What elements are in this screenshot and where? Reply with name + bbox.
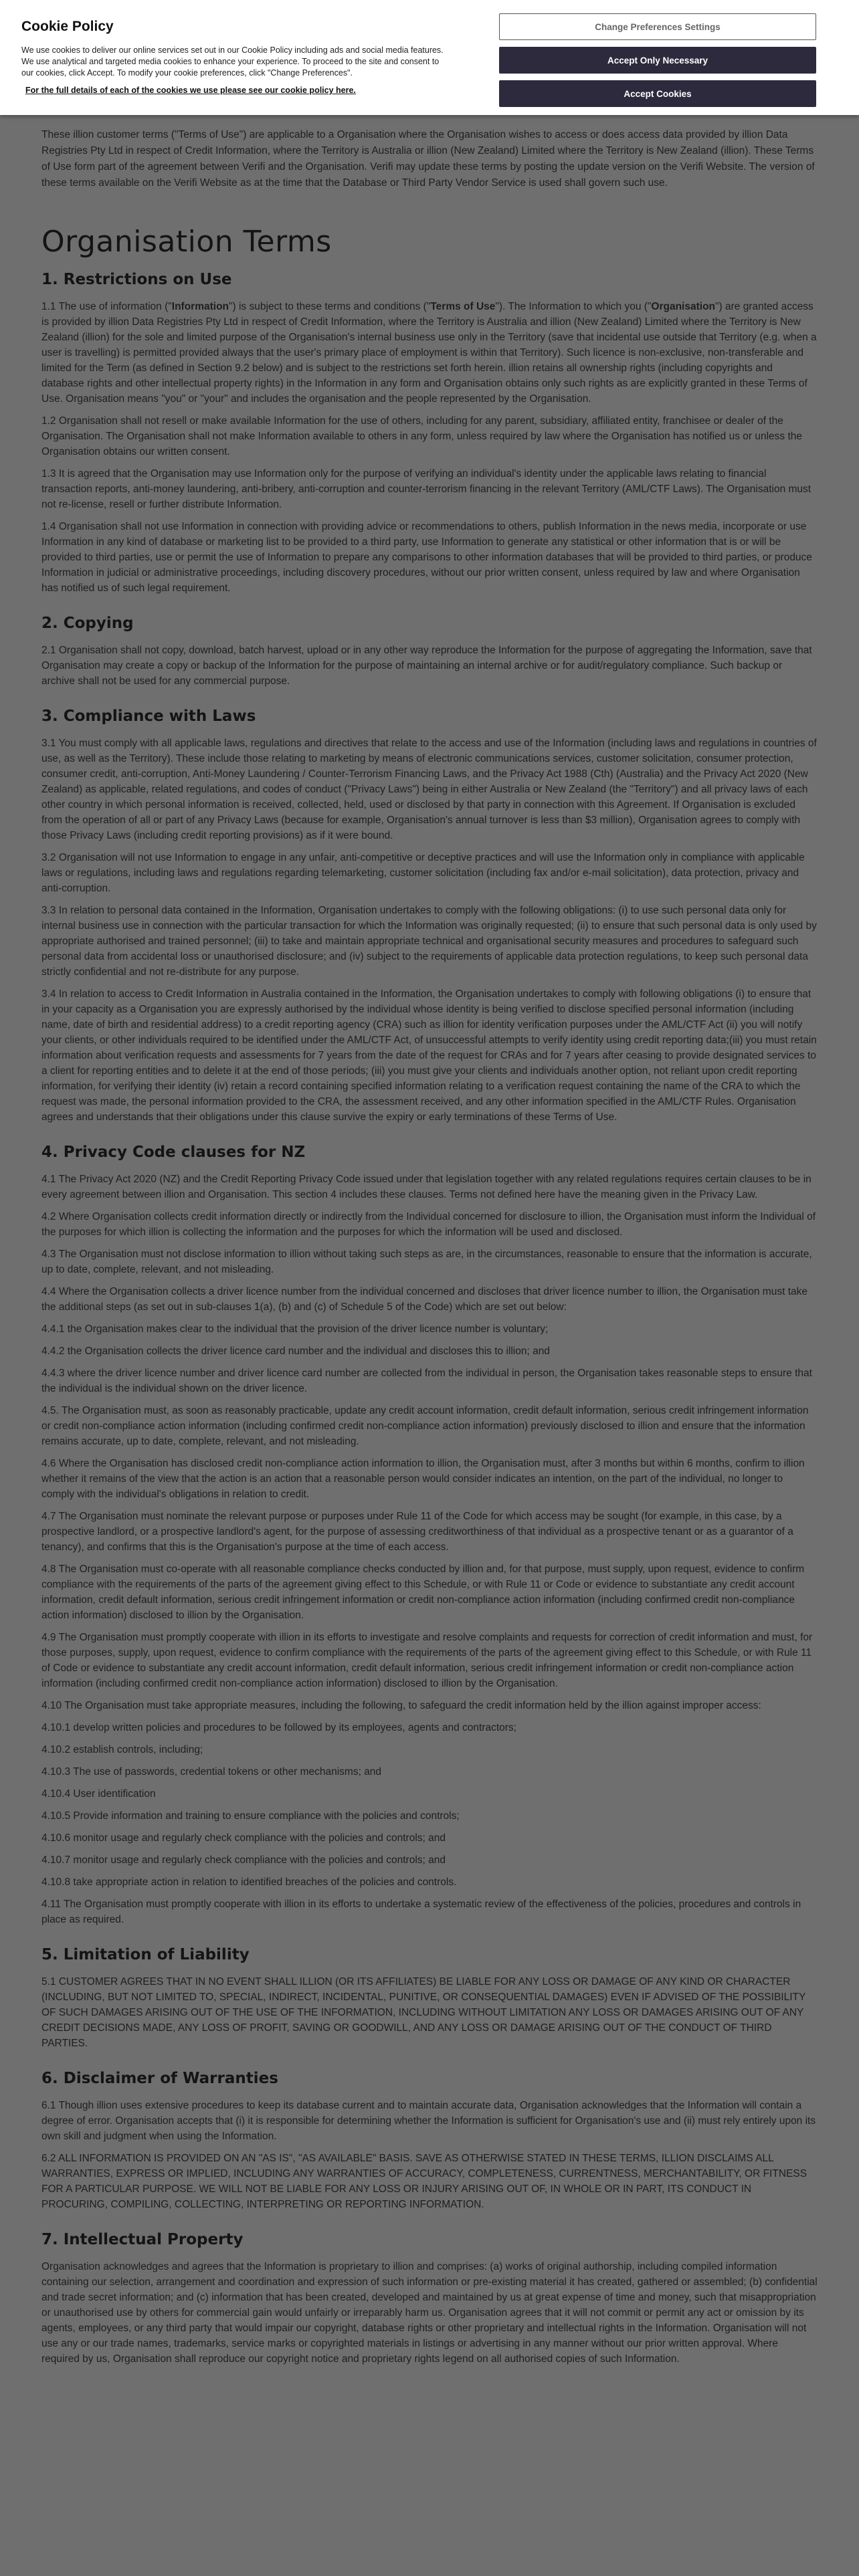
clause-6-2: 6.2 ALL INFORMATION IS PROVIDED ON AN "AS IS", "AS AVAILABLE" BASIS. SAVE AS OTHERWISE STATED IN THESE TERMS, ILLION DISCLAIMS ALL WARRANTIES, EXPRESS OR IMPLIED, INCLUDING ANY WARRANTIES OF ACCURACY, COMPLETENESS, CURRENTNESS, MERCHANTABILITY, OR FITNESS FOR A PARTICULAR PURPOSE. WE WILL NOT BE LIABLE FOR ANY LOSS OR INJURY ARISING OUT OF, IN WHOLE OR IN PART, ITS CONDUCT IN PROCURING, COMPILING, COLLECTING, INTERPRETING OR REPORTING INFORMATION.: [41, 2153, 807, 2210]
clause-4-10-2: 4.10.2 establish controls, including;: [41, 1744, 203, 1755]
cookie-policy-link[interactable]: For the full details of each of the cookies we use please see our cookie policy here.: [25, 86, 356, 95]
cookie-title: Cookie Policy: [21, 19, 114, 34]
clause-4-10-5: 4.10.5 Provide information and training to ensure compliance with the policies and controls;: [41, 1810, 460, 1822]
accept-cookies-button[interactable]: Accept Cookies: [499, 80, 816, 107]
clause-2-1: 2.1 Organisation shall not copy, download, batch harvest, upload or in any other way reproduce the Information for the purpose of aggregating the Information, save that Organisation may create a copy or backup of the Information for the purpose of maintaining an internal archive or for audit/regulatory compliance. Such backup or archive shall not be used for any commercial purpose.: [41, 645, 812, 687]
clause-6-1: 6.1 Though illion uses extensive procedures to keep its database current and to maintain accurate data, Organisation acknowledges that the Information will contain a degree of error. Organisation accepts that (i) it is responsible for determining whether the Information is sufficient for Organisation's use and (ii) must rely entirely upon its own skill and judgment when using the Information.: [41, 2100, 816, 2142]
page-title: Organisation Terms: [41, 225, 332, 259]
section-title-copying: 2. Copying: [41, 615, 134, 632]
terms-content: [41, 127, 818, 2373]
clause-7-1: Organisation acknowledges and agrees that the Information is proprietary to illion and comprises: (a) works of original authorship, including compiled information containing our selection, arrangement and coordination and expression of such information or pre-existing material it has created, gathered or assembled; (b) confidential and trade secret information; and (c) information that has been created, developed and maintained by us at great expense of time and money, such that misappropriation or unauthorised use by others for commercial gain would unfairly or irreparably harm us. Organisation agrees that it will not commit or permit any act or omission by its agents, employees, or any third party that would impair our copyright, database rights or other proprietary and intellectual rights in the Information. Organisation will not use any or our trade names, trademarks, service marks or copyrighted materials in listings or advertising in any manner without our prior written approval. Where required by us, Organisation shall reproduce our copyright notice and proprietary rights legend on all authorised copies of such Information.: [41, 2261, 818, 2365]
clause-3-2: 3.2 Organisation will not use Information to engage in any unfair, anti-competitive or deceptive practices and will use the Information only in compliance with applicable laws or regulations, including laws and regulations regarding telemarketing, customer solicitation (including fax and/or e-mail solicitation), data protection, privacy and anti-corruption.: [41, 852, 805, 894]
clause-3-4: 3.4 In relation to access to Credit Information in Australia contained in the Information, the Organisation undertakes to comply with following obligations (i) to ensure that in your capacity as a Organisation you are expressly authorised by the individual whose identity is being verified to disclose specified personal information (including name, date of birth and residential address) to a credit reporting agency (CRA) such as illion for identity verification purposes under the AML/CTF Act (ii) you will notify your clients, or other individuals required to be identified under the AML/CTF Act, of unsuccessful attempts to verify identity using credit reporting data;(iii) you must retain information about verification requests and assessments for 7 years from the date of the request for CRAs and for 7 years after ceasing to provide designated services to a client for reporting entities and to delete it at the end of those periods; (iii) you must give your clients and individuals another option, not reliant upon credit reporting information, for verifying their identity (iv) retain a record containing specified information relating to a verification request containing the name of the CRA to which the request was made, the personal information provided to the CRA, the assessment received, and any other information specified in the AML/CTF Rules. Organisation agrees and understands that their obligations under this clause survive the expiry or early terminations of these Terms of Use.: [41, 988, 817, 1123]
clause-4-5: 4.5. The Organisation must, as soon as reasonably practicable, update any credit account information, credit default information, serious credit infringement information or credit non-compliance action information (including confirmed credit non-compliance action information) previously disclosed to illion and ensure that the information remains accurate, up to date, complete, relevant, and not misleading.: [41, 1405, 809, 1447]
intro-paragraph: These illion customer terms ("Terms of Use") are applicable to a Organisation where the Organisation wishes to access or does access data provided by illion Data Registries Pty Ltd in respect of Credit Information, where the Territory is Australia or illion (New Zealand) Limited where the Territory is New Zealand (illion). These Terms of Use form part of the agreement between Verifi and the Organisation. Verifi may update these terms by posting the update version on the Verifi Website. The version of these terms available on the Verifi Website as at the time that the Database or Third Party Vendor Service is used shall govern such use.: [41, 129, 815, 189]
clause-4-10: 4.10 The Organisation must take appropriate measures, including the following, to safeguard the credit information held by the illion against improper access:: [41, 1700, 761, 1711]
clause-4-10-7: 4.10.7 monitor usage and regularly check compliance with the policies and controls; and: [41, 1854, 446, 1866]
clause-4-1: 4.1 The Privacy Act 2020 (NZ) and the Credit Reporting Privacy Code issued under that legislation together with any related regulations requires certain clauses to be in every agreement between illion and Organisation. This section 4 includes these clauses. Terms not defined here have the meaning given in the Privacy Law.: [41, 1174, 812, 1200]
clause-4-4: 4.4 Where the Organisation collects a driver licence number from the individual concerned and discloses that driver licence number to illion, the Organisation must take the additional steps (as set out in sub-clauses 1(a), (b) and (c) of Schedule 5 of the Code) which are set out below:: [41, 1286, 807, 1313]
clause-4-8: 4.8 The Organisation must co-operate with all reasonable compliance checks conducted by illion and, for that purpose, must supply, upon request, evidence to confirm compliance with the requirements of the parts of the agreement giving effect to this Schedule, or with Rule 11 or Code or evidence to substantiate any credit account information, credit default information, serious credit infringement information or credit non-compliance action information (including confirmed credit non-compliance action information) disclosed to illion by the Organisation.: [41, 1564, 805, 1621]
clause-1-3: 1.3 It is agreed that the Organisation may use Information only for the purpose of verifying an individual's identity under the applicable laws relating to financial transaction reports, anti-money laundering, anti-bribery, anti-corruption and counter-terrorism financing in the relevant Territory (AML/CTF Laws). The Organisation must not re-license, resell or further distribute Information.: [41, 468, 812, 510]
section-title-warranties: 6. Disclaimer of Warranties: [41, 2070, 278, 2087]
section-title-intellectual-property: 7. Intellectual Property: [41, 2231, 244, 2248]
clause-4-4-3: 4.4.3 where the driver licence number and driver licence card number are collected from the individual in person, the Organisation takes reasonable steps to ensure that the individual is the individual shown on the driver licence.: [41, 1368, 812, 1394]
section-title-compliance: 3. Compliance with Laws: [41, 708, 256, 725]
clause-4-2: 4.2 Where Organisation collects credit information directly or indirectly from the Individual concerned for disclosure to illion, the Organisation must inform the Individual of the purposes for which illion is collecting the information and the purposes for which the information will be used and disclosed.: [41, 1211, 816, 1238]
clause-1-4: 1.4 Organisation shall not use Information in connection with providing advice or recommendations to others, publish Information in the news media, incorporate or use Information in any kind of database or marketing list to be provided to a third party, use Information to generate any statistical or other information that is or will be provided to third parties, use or permit the use of Information to prepare any comparisons to other information databases that will be provided to third parties, or produce Information in judicial or administrative proceedings, including discovery procedures, without our prior written consent, unless required by law and where Organisation has notified us of such legal requirement.: [41, 521, 812, 594]
clause-4-10-3: 4.10.3 The use of passwords, credential tokens or other mechanisms; and: [41, 1766, 382, 1778]
clause-4-4-1: 4.4.1 the Organisation makes clear to the individual that the provision of the driver licence number is voluntary;: [41, 1323, 549, 1335]
clause-4-10-4: 4.10.4 User identification: [41, 1788, 156, 1800]
cookie-banner: [0, 0, 859, 115]
intro: [41, 127, 818, 191]
clause-4-9: 4.9 The Organisation must promptly cooperate with illion in its efforts to investigate and resolve complaints and requests for correction of credit information and must, for those purposes, supply, upon request, evidence to confirm compliance with the requirements of the parts of the agreement giving effect to this Schedule, or with Rule 11 of Code or evidence to substantiate any credit account information, credit default information, serious credit infringement information or credit non-compliance action information (including confirmed credit non-compliance action information) disclosed to illion by the Organisation.: [41, 1632, 813, 1689]
clause-1-2: 1.2 Organisation shall not resell or make available Information for the use of others, including for any parent, subsidiary, affiliated entity, franchisee or dealer of the Organisation. The Organisation shall not make Information available to others in any form, unless required by law where the Organisation has notified us or unless the Organisation obtains our written consent.: [41, 415, 803, 457]
clause-5-1: 5.1 CUSTOMER AGREES THAT IN NO EVENT SHALL ILLION (OR ITS AFFILIATES) BE LIABLE FOR ANY LOSS OR DAMAGE OF ANY KIND OR CHARACTER (INCLUDING, BUT NOT LIMITED TO, SPECIAL, INDIRECT, INCIDENTAL, PUNITIVE, OR CONSEQUENTIAL DAMAGES) EVEN IF ADVISED OF THE POSSIBILITY OF SUCH DAMAGES ARISING OUT OF THE USE OF THE INFORMATION, INCLUDING WITHOUT LIMITATION ANY LOSS OR DAMAGES ARISING OUT OF ANY CREDIT DECISIONS MADE, ANY LOSS OF PROFIT, SAVING OR GOODWILL, AND ANY LOSS OR DAMAGE ARISING OUT OF THE CONDUCT OF THIRD PARTIES.: [41, 1976, 806, 2049]
clause-4-11: 4.11 The Organisation must promptly cooperate with illion in its efforts to undertake a systematic review of the effectiveness of the policies, procedures and controls in place as required.: [41, 1899, 801, 1925]
cookie-text: We use cookies to deliver our online services set out in our Cookie Policy including ads and social media features. We use analytical and targeted media cookies to enhance your experience. To proceed to the site and consent to our cookies, click Accept. To modify your cookie preferences, click "Change Preferences".: [21, 45, 444, 78]
change-preferences-button[interactable]: Change Preferences Settings: [499, 13, 816, 40]
clause-4-10-1: 4.10.1 develop written policies and procedures to be followed by its employees, agents and contractors;: [41, 1722, 516, 1733]
clause-4-6: 4.6 Where the Organisation has disclosed credit non-compliance action information to illion, the Organisation must, after 3 months but within 6 months, confirm to illion whether it remains of the view that the action is an action that a reasonable person would consider indicates an intention, on the part of the individual, no longer to comply with the individual's obligations in relation to credit.: [41, 1458, 805, 1500]
clause-3-1: 3.1 You must comply with all applicable laws, regulations and directives that relate to the access and use of the Information (including laws and regulations in countries of use, as well as the Territory). These include those relating to marketing by means of electronic communications services, customer solicitation, consumer protection, consumer credit, anti-corruption, Anti-Money Laundering / Counter-Terrorism Financing Laws, and the Privacy Act 1988 (Cth) (Australia) and the Privacy Act 2020 (New Zealand) as applicable, related regulations, and codes of conduct ("Privacy Laws") being in either Australia or New Zealand (the "Territory") and all privacy laws of each other country in which personal information is received, collected, held, used or disclosed by that party in connection with this Agreement. If Organisation is excluded from the operation of all or part of any Privacy Laws (because for example, Organisation's annual turnover is less than $3 million), Organisation agrees to comply with those Privacy Laws (including credit reporting provisions) as if it were bound.: [41, 738, 817, 841]
clause-3-3: 3.3 In relation to personal data contained in the Information, Organisation undertakes to comply with the following obligations: (i) to use such personal data only for internal business use in connection with the particular transaction for which the Information was originally requested; (ii) to ensure that such personal data is only used by appropriate authorised and trained personnel; (iii) to take and maintain appropriate technical and organisational security measures and procedures to safeguard such personal data from accidental loss or unauthorised disclosure; and (iv) subject to the requirements of applicable data protection regulations, to keep such personal data strictly confidential and not re-distribute for any purpose.: [41, 905, 817, 978]
clause-4-10-8: 4.10.8 take appropriate action in relation to identified breaches of the policies and controls.: [41, 1876, 457, 1888]
clause-4-7: 4.7 The Organisation must nominate the relevant purpose or purposes under Rule 11 of the Code for which access may be sought (for example, in this case, by a prospective landlord, or a prospective landlord's agent, for the purpose of assessing creditworthiness of that individual as a prospective tenant or as a guarantor of a tenancy), and confirms that this is the Organisation's purpose at the time of each access.: [41, 1511, 793, 1553]
clause-1-1: 1.1 The use of information ("Information") is subject to these terms and conditions ("Terms of Use"). The Information to which you ("Organisation") are granted access is provided by illion Data Registries Pty Ltd in respect of Credit Information, where the Territory is Australia and illion (New Zealand) Limited where the Territory is New Zealand (illion) for the sole and limited purpose of the Organisation's internal business use only in the Territory (save that incidental use outside that Territory (e.g. when a user is travelling) is permitted provided always that the user's primary place of employment is within that Territory). Such licence is non-exclusive, non-transferable and limited for the Term (as defined in Section 9.2 below) and is subject to the restrictions set forth herein. illion retains all ownership rights (including copyrights and database rights and other intellectual property rights) in the Information in any form and Organisation obtains only such rights as are explicitly granted in these Terms of Use. Organisation means "you" or "your" and includes the organisation and the people represented by the Organisation.: [41, 301, 817, 405]
clause-4-4-2: 4.4.2 the Organisation collects the driver licence card number and the individual and discloses this to illion; and: [41, 1346, 550, 1357]
section-title-restrictions: 1. Restrictions on Use: [41, 271, 232, 288]
accept-necessary-button[interactable]: Accept Only Necessary: [499, 47, 816, 74]
section-title-privacy-code: 4. Privacy Code clauses for NZ: [41, 1144, 306, 1161]
clause-4-3: 4.3 The Organisation must not disclose information to illion without taking such steps as are, in the circumstances, reasonable to ensure that the information is accurate, up to date, complete, relevant, and not misleading.: [41, 1249, 812, 1275]
clause-4-10-6: 4.10.6 monitor usage and regularly check compliance with the policies and controls; and: [41, 1832, 446, 1844]
section-title-liability: 5. Limitation of Liability: [41, 1946, 250, 1963]
